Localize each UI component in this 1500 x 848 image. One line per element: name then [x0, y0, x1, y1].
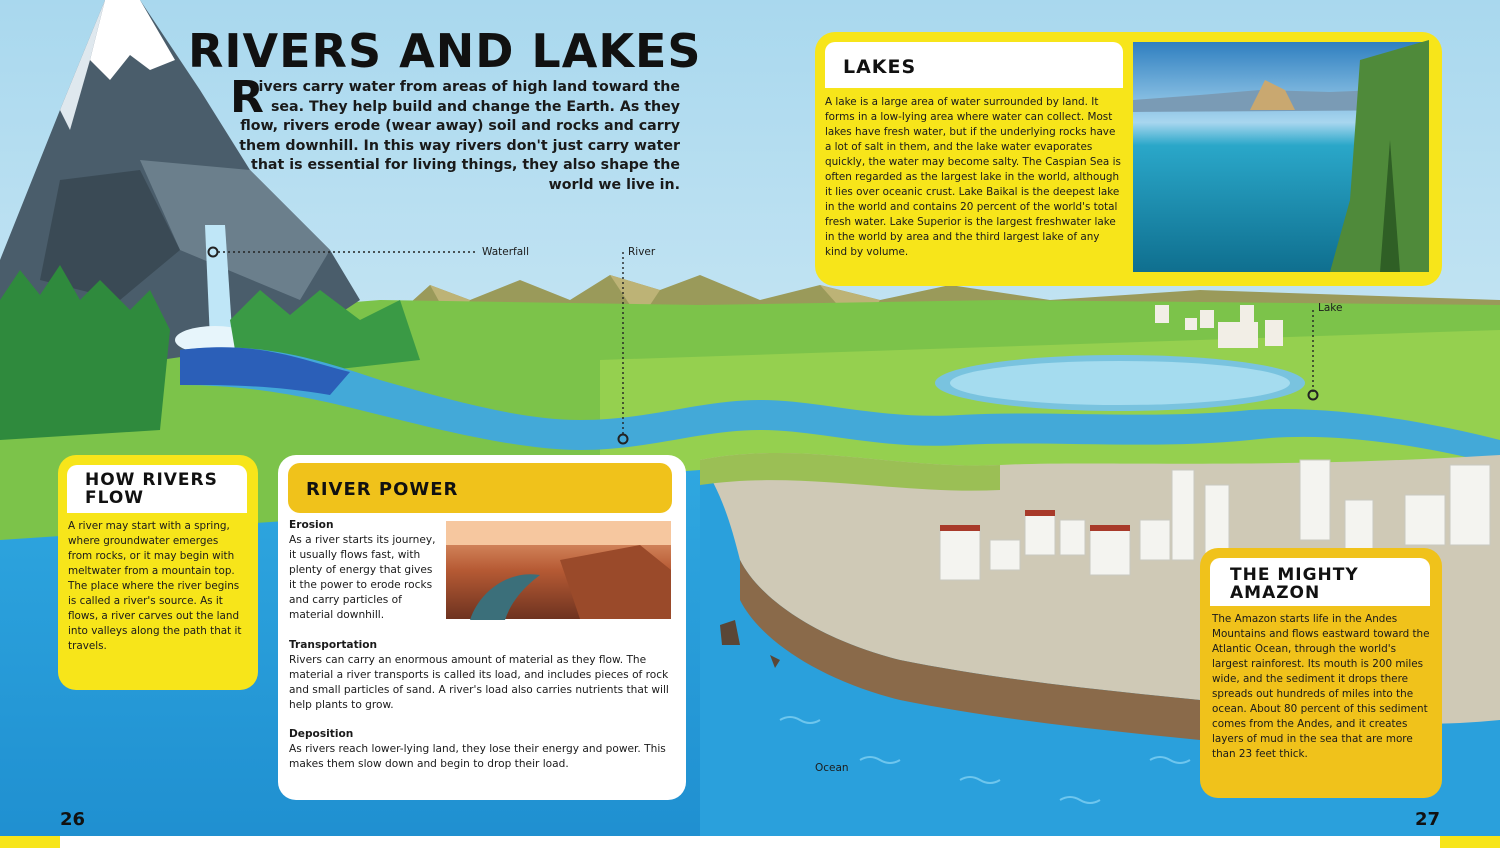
amazon-body: The Amazon starts life in the Andes Mountains and flows eastward toward the Atlantic Ocean, through the world's largest rainforest. Its mouth is 200 miles wide, and the sediment it drops there spreads out hundreds of miles into the ocean. About 80 percent of this sediment comes from the Andes, and it creates layers of mud in the sea that are more than 23 feet thick.	[1212, 613, 1430, 760]
transportation-title: Transportation	[289, 639, 378, 651]
page-number-right: 27	[1414, 809, 1440, 830]
river-label: River	[628, 246, 656, 258]
how-rivers-flow-body: A river may start with a spring, where groundwater emerges from rocks, or it may begin with meltwater from a mountain top. The place where the river begins is called a river's source. As it flows, a river carves out the land into valleys along the path that it travels.	[68, 520, 242, 652]
deposition-body: As rivers reach lower-lying land, they lose their energy and power. This makes them slow down and begin to drop their load.	[289, 743, 666, 770]
river-power-heading: RIVER POWER	[306, 479, 459, 500]
river-power-card	[278, 455, 686, 800]
waterfall-label: Waterfall	[482, 246, 530, 258]
lakes-card	[815, 32, 1442, 286]
transportation-section	[289, 638, 669, 713]
erosion-title: Erosion	[289, 519, 334, 531]
lake-label: Lake	[1318, 302, 1343, 314]
intro-paragraph: ivers carry water from areas of high land toward the sea. They help build and change the Earth. As they flow, rivers erode (wear away) soil and rocks and carry them downhill. In this way rivers don't just carry water that is essential for living things, they also shape the world we live in.	[239, 79, 680, 193]
page-number-left: 26	[60, 809, 86, 830]
how-rivers-flow-heading: HOW RIVERS FLOW	[67, 465, 247, 513]
deposition-title: Deposition	[289, 728, 354, 740]
amazon-card	[1200, 548, 1442, 798]
how-rivers-flow-card	[58, 455, 258, 690]
intro-dropcap: R	[230, 72, 264, 123]
ocean-label: Ocean	[815, 762, 849, 774]
lakes-body: A lake is a large area of water surrounded by land. It forms in a low-lying area where water can collect. Most lakes have fresh water, but if the underlying rocks have a lot of salt in them, and the lake water evaporates quickly, the water may become salty. The Caspian Sea is often regarded as the largest lake in the world, although it lies over oceanic crust. Lake Baikal is the deepest lake in the world and contains 20 percent of the world's total fresh water. Lake Superior is the largest freshwater lake in the world by area and the third largest lake of any kind by volume.	[825, 96, 1121, 258]
page-title: RIVERS AND LAKES	[188, 24, 702, 78]
transportation-body: Rivers can carry an enormous amount of material as they flow. The material a river transports is called its load, and includes pieces of rock and small particles of sand. A river's load also carries nutrients that will help plants to grow.	[289, 654, 669, 711]
erosion-body: As a river starts its journey, it usually flows fast, with plenty of energy that gives it the power to erode rocks and carry particles of material downhill.	[289, 534, 436, 621]
bottom-strip	[0, 836, 1500, 848]
deposition-section	[289, 727, 669, 772]
lakes-heading: LAKES	[825, 42, 1123, 88]
erosion-section	[289, 518, 439, 623]
amazon-heading: THE MIGHTY AMAZON	[1210, 558, 1430, 606]
